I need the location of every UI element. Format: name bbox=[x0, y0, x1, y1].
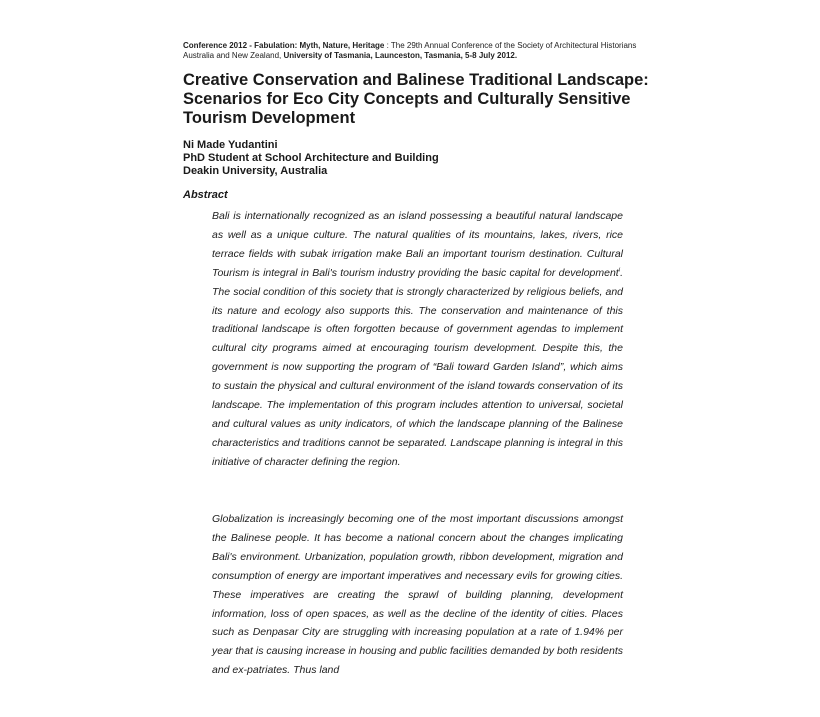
abstract-heading: Abstract bbox=[183, 189, 228, 201]
conference-venue: University of Tasmania, Launceston, Tasmania, 5-8 July 2012. bbox=[281, 51, 518, 60]
conference-header bbox=[183, 41, 638, 61]
conference-name: Conference 2012 - Fabulation: Myth, Nature, Heritage bbox=[183, 41, 385, 50]
abstract-p1-text-b: . The social condition of this society that is strongly characterized by religious beliefs, and its nature and ecology also supports this. The conservation and maintenance of this traditional landscape is often forgotten because of government agendas to implement cultural city programs aimed at encouraging tourism development. Despite this, the government is now supporting the program of “Bali toward Garden Island”, which aims to sustain the physical and cultural environment of the island towards conservation of its landscape. The implementation of this program includes attention to universal, societal and cultural values as unity indicators, of which the landscape planning of the Balinese characteristics and traditions cannot be separated. Landscape planning is integral in this initiative of character defining the region. bbox=[212, 266, 623, 468]
footnote-marker: i bbox=[618, 267, 621, 274]
author-block bbox=[183, 139, 583, 178]
paper-title: Creative Conservation and Balinese Traditional Landscape: Scenarios for Eco City Concepts and Culturally Sensitive Tourism Development bbox=[183, 71, 649, 127]
abstract-paragraph-2: Globalization is increasingly becoming one of the most important discussions amongst the Balinese people. It has become a national concern about the changes implicating Bali's environment. Urbanization, population growth, ribbon development, migration and consumption of energy are important imperatives and necessary evils for growing cities. These imperatives are creating the sprawl of building planning, development information, loss of open spaces, as well as the decline of the identity of cities. Places such as Denpasar City are struggling with increasing population at a rate of 1.94% per year that is causing increase in housing and public facilities demanded by both residents and ex-patriates. Thus land bbox=[212, 513, 623, 677]
abstract-p1-text-a: Bali is internationally recognized as an island possessing a beautiful natural landscape as well as a unique culture. The natural qualities of its mountains, lakes, rivers, rice terrace fields with subak irrigation make Bali an important tourism destination. Cultural Tourism is integral in Bali's tourism industry providing the basic capital for development bbox=[212, 210, 623, 279]
author-name: Ni Made Yudantini bbox=[183, 139, 278, 151]
abstract-paragraph-1 bbox=[212, 207, 623, 472]
conference-description: : The 29th Annual Conference of the Society of Architectural Historians Australia and New Zealand, bbox=[183, 41, 637, 60]
author-affiliation: Deakin University, Australia bbox=[183, 165, 328, 177]
author-position: PhD Student at School Architecture and Building bbox=[183, 152, 439, 164]
